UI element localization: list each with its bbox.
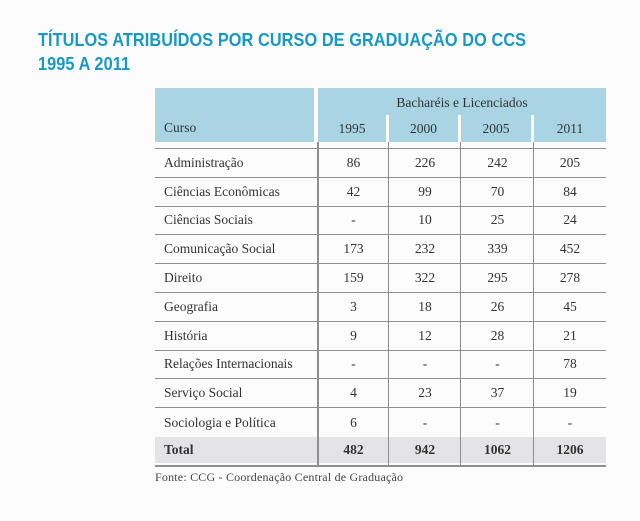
value-cell: 28: [490, 327, 505, 343]
value-cell: 226: [414, 154, 436, 170]
value-cell: -: [422, 356, 428, 372]
value-cell: 84: [563, 183, 577, 199]
table-row: [155, 149, 606, 178]
total-value-cell: 942: [414, 441, 436, 457]
value-cell: 6: [350, 414, 357, 430]
value-cell: -: [567, 414, 573, 430]
value-cell: -: [422, 414, 428, 430]
course-cell: História: [164, 327, 208, 343]
source-note: Fonte: CCG - Coordenação Central de Graduação: [155, 470, 404, 484]
value-cell: 10: [418, 212, 432, 228]
value-cell: 242: [487, 154, 508, 170]
value-cell: 42: [346, 183, 361, 199]
value-cell: 25: [490, 212, 505, 228]
course-cell: Comunicação Social: [164, 241, 276, 257]
course-cell: Serviço Social: [164, 385, 243, 401]
page-title-line1: TÍTULOS ATRIBUÍDOS POR CURSO DE GRADUAÇÃO DO CCS: [38, 29, 527, 50]
column-divider: [533, 142, 535, 467]
value-cell: 78: [563, 356, 577, 372]
table-row: [155, 264, 606, 293]
table-rule: [155, 465, 606, 467]
value-cell: 4: [350, 385, 357, 401]
total-value-cell: 482: [343, 441, 364, 457]
value-cell: 452: [559, 241, 581, 257]
table-row: [155, 351, 606, 380]
value-cell: 86: [346, 154, 361, 170]
column-divider: [460, 142, 462, 467]
value-cell: 12: [418, 327, 432, 343]
total-label: Total: [164, 441, 194, 457]
course-cell: Ciências Econômicas: [164, 183, 280, 199]
table-row: [155, 322, 606, 351]
table-row: [155, 379, 606, 408]
year-header: 2011: [534, 115, 606, 142]
value-cell: 24: [563, 212, 577, 228]
value-cell: 21: [563, 327, 577, 343]
course-cell: Geografia: [164, 298, 218, 314]
value-cell: 295: [487, 270, 508, 286]
page-title: [38, 28, 526, 76]
value-cell: 23: [418, 385, 432, 401]
value-cell: 232: [414, 241, 436, 257]
table-row: [155, 178, 606, 207]
value-cell: 278: [559, 270, 581, 286]
value-cell: 3: [350, 298, 357, 314]
table-row: [155, 408, 606, 437]
course-column-header: Curso: [155, 88, 318, 142]
value-cell: -: [351, 356, 356, 372]
value-cell: 19: [563, 385, 577, 401]
value-cell: 18: [418, 298, 432, 314]
table-row: [155, 293, 606, 322]
value-cell: -: [351, 212, 356, 228]
year-header: 1995: [318, 115, 389, 142]
year-header: 2000: [389, 115, 461, 142]
year-header: 2005: [461, 115, 534, 142]
value-cell: 322: [414, 270, 436, 286]
course-cell: Direito: [164, 270, 203, 286]
value-cell: 205: [559, 154, 581, 170]
table-row: [155, 235, 606, 264]
column-divider: [317, 142, 319, 467]
value-cell: 70: [490, 183, 505, 199]
value-cell: -: [495, 414, 500, 430]
value-cell: 45: [563, 298, 577, 314]
table-body: [155, 149, 606, 437]
total-value-cell: 1062: [484, 441, 511, 457]
graduates-table: [155, 88, 606, 467]
page-title-line2: 1995 A 2011: [38, 53, 131, 74]
table-row: [155, 207, 606, 236]
value-cell: 37: [490, 385, 505, 401]
total-value-cell: 1206: [556, 441, 584, 457]
column-divider: [388, 142, 390, 467]
group-column-header: Bacharéis e Licenciados: [318, 88, 606, 115]
value-cell: 339: [487, 241, 508, 257]
course-cell: Ciências Sociais: [164, 212, 253, 228]
table-header: [155, 88, 606, 142]
total-row: [155, 437, 606, 463]
course-cell: Administração: [164, 154, 244, 170]
value-cell: 173: [343, 241, 364, 257]
value-cell: -: [495, 356, 500, 372]
value-cell: 9: [350, 327, 357, 343]
value-cell: 159: [343, 270, 364, 286]
course-cell: Relações Internacionais: [164, 356, 293, 372]
value-cell: 99: [418, 183, 432, 199]
course-cell: Sociologia e Política: [164, 414, 276, 430]
value-cell: 26: [490, 298, 505, 314]
